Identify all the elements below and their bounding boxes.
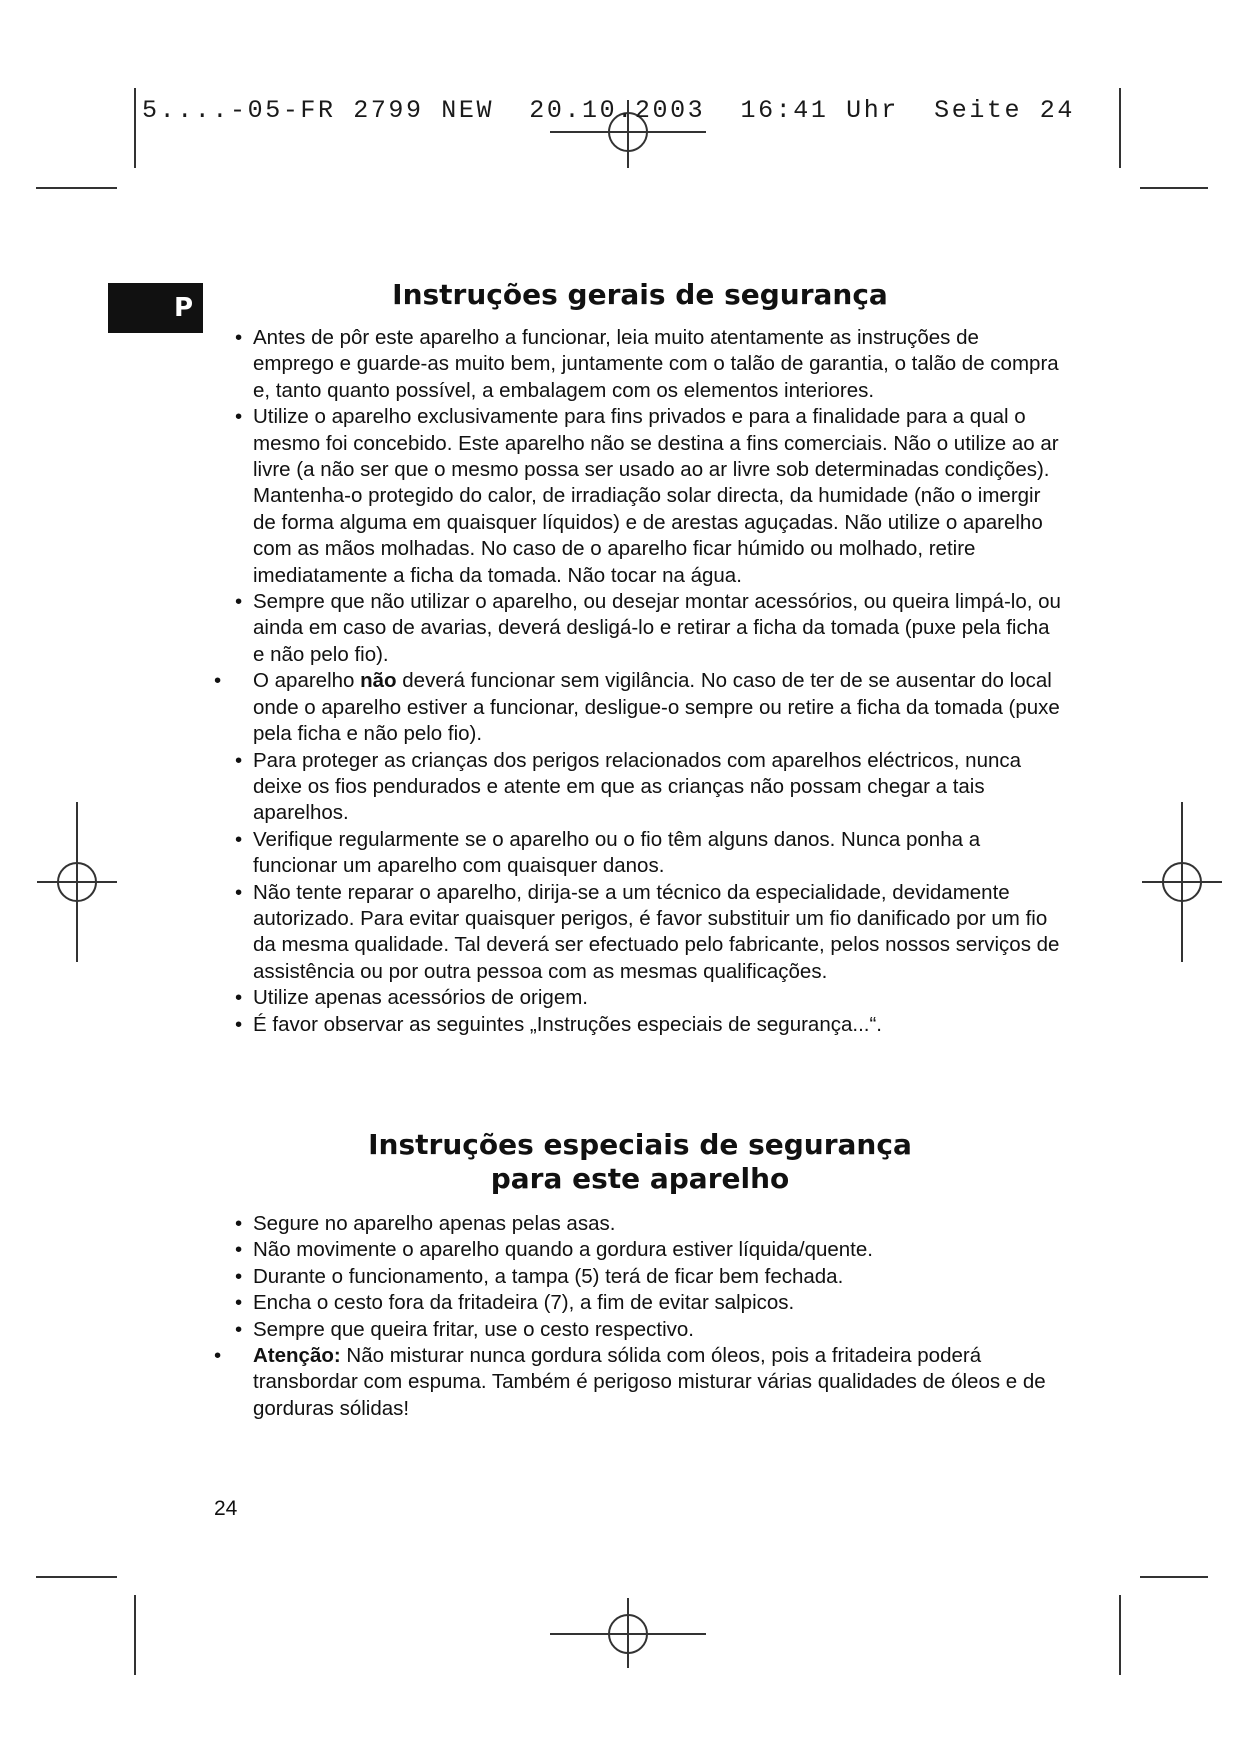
- list-item: • Atenção: Não misturar nunca gordura sólida com óleos, pois a fritadeira poderá transbordar com espuma. Também é perigoso misturar várias qualidades de óleos e de gorduras sólidas!: [214, 1344, 1046, 1420]
- emphasis-text: não: [360, 669, 397, 693]
- list-item: • Não tente reparar o aparelho, dirija-se a um técnico da especialidade, devidamente autorizado. Para evitar quaisquer perigos, é favor substituir um fio danificado por um fio da mesma qualidade. Tal deverá ser efectuado pelo fabricante, pelos nossos serviços de assistência ou por outra pessoa com as mesmas qualificações.: [235, 880, 1060, 983]
- section-title-special-safety: [310, 1128, 970, 1196]
- list-item: • Verifique regularmente se o aparelho ou o fio têm alguns danos. Nunca ponha a funcionar um aparelho com quaisquer danos.: [235, 827, 981, 878]
- list-item: • Não movimente o aparelho quando a gordura estiver líquida/quente.: [235, 1238, 873, 1262]
- list-item: • Para proteger as crianças dos perigos relacionados com aparelhos eléctricos, nunca deixe os fios pendurados e atente em que as crianças não possam chegar a tais aparelhos.: [235, 748, 1022, 825]
- list-item: • Utilize apenas acessórios de origem.: [235, 986, 588, 1010]
- list-item: • Sempre que queira fritar, use o cesto respectivo.: [235, 1317, 694, 1341]
- section-title-general-safety: Instruções gerais de segurança: [392, 278, 888, 311]
- section-title-line-2: para este aparelho: [490, 1162, 790, 1195]
- list-item: • Sempre que não utilizar o aparelho, ou desejar montar acessórios, ou queira limpá-lo, ou ainda em caso de avarias, deverá desligá-lo e retirar a ficha da tomada (puxe pela ficha e não pelo fio).: [235, 590, 1061, 666]
- language-tab: P: [108, 283, 203, 333]
- general-safety-list: [214, 325, 1064, 1038]
- list-item: • É favor observar as seguintes „Instruções especiais de segurança...“.: [235, 1012, 882, 1036]
- list-item: • O aparelho não deverá funcionar sem vigilância. No caso de ter de se ausentar do local onde o aparelho estiver a funcionar, desligue-o sempre ou retire a ficha da tomada (puxe pela ficha e não pelo fio).: [214, 669, 1060, 746]
- list-item: • Durante o funcionamento, a tampa (5) terá de ficar bem fechada.: [235, 1264, 844, 1288]
- section-title-line-1: Instruções especiais de segurança: [368, 1128, 912, 1161]
- warning-label: Atenção:: [253, 1344, 341, 1368]
- list-item: • Antes de pôr este aparelho a funcionar, leia muito atentamente as instruções de emprego e guarde-as muito bem, juntamente com o talão de garantia, o talão de compra e, tanto quanto possível, a embalagem com os elementos interiores.: [235, 326, 1059, 402]
- list-item: • Encha o cesto fora da fritadeira (7), a fim de evitar salpicos.: [235, 1291, 795, 1315]
- print-header-line: 5....-05-FR 2799 NEW 20.10.2003 16:41 Uhr Seite 24: [142, 96, 1075, 125]
- special-safety-list: [214, 1211, 1064, 1422]
- page-number: 24: [214, 1497, 238, 1520]
- list-item: • Utilize o aparelho exclusivamente para fins privados e para a finalidade para a qual o mesmo foi concebido. Este aparelho não se destina a fins comerciais. Não o utilize ao ar livre (a não ser que o mesmo possa ser usado ao ar livre sob determinadas condições). Mantenha-o protegido do calor, de irradiação solar directa, da humidade (não o imergir de forma alguma em quaisquer líquidos) e de arestas aguçadas. Não utilize o aparelho com as mãos molhadas. No caso de o aparelho ficar húmido ou molhado, retire imediatamente a ficha da tomada. Não tocar na água.: [235, 405, 1059, 587]
- list-item: • Segure no aparelho apenas pelas asas.: [235, 1212, 616, 1235]
